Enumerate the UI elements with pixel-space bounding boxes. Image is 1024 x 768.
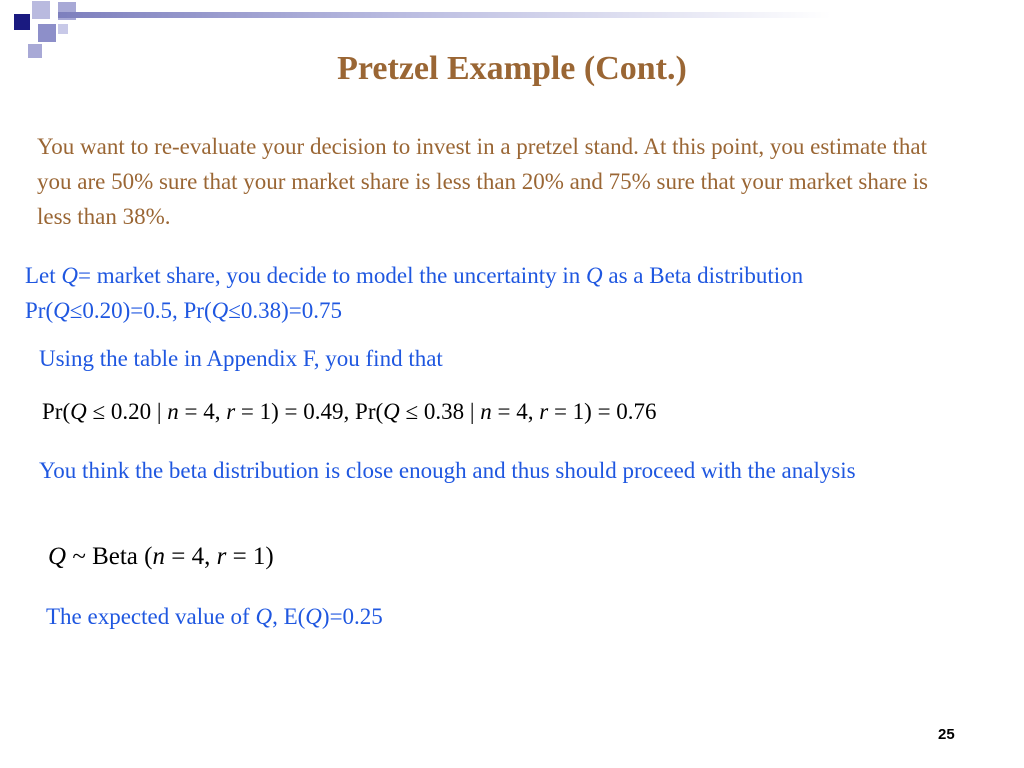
decor-top-bar (58, 12, 1024, 18)
text: = 1) (226, 543, 274, 570)
var-r: r (216, 543, 227, 570)
text: ~ Beta ( (66, 543, 153, 570)
text: Let (25, 263, 62, 288)
text: = 1) = 0.49, Pr( (235, 399, 384, 424)
text: = 1) = 0.76 (548, 399, 657, 424)
var-n: n (152, 543, 165, 570)
bullet-beta-close-enough: You think the beta distribution is close enough and thus should proceed with the analysis (39, 458, 856, 483)
bullet-appendix: Using the table in Appendix F, you find that (39, 346, 443, 371)
var-n: n (167, 399, 179, 424)
equation-probabilities (42, 399, 657, 425)
var-q: Q (305, 604, 322, 629)
text: as a Beta distribution (602, 263, 804, 288)
bullet-expected-value (46, 604, 383, 630)
decor-square-light (58, 24, 68, 34)
text: ≤ 0.38 | (399, 399, 481, 424)
text: The expected value of (46, 604, 256, 629)
text: = 4, (164, 543, 217, 570)
text: Pr( (42, 399, 71, 424)
text: = 4, (178, 399, 227, 424)
var-q: Q (61, 263, 79, 288)
text: Pr( (25, 298, 54, 323)
decor-square-light (38, 24, 56, 42)
text: ≤0.38)=0.75 (228, 298, 343, 323)
var-q: Q (70, 399, 87, 424)
var-q: Q (255, 604, 273, 629)
text: )=0.25 (321, 604, 383, 629)
var-q: Q (585, 263, 603, 288)
var-r: r (226, 399, 236, 424)
decor-square-dark (14, 14, 30, 30)
equation-beta (48, 543, 274, 571)
var-q: Q (383, 399, 400, 424)
text: = 4, (491, 399, 540, 424)
var-q: Q (53, 298, 70, 323)
intro-paragraph: You want to re-evaluate your decision to invest in a pretzel stand. At this point, you estimate that you are 50% sure that your market share is less than 20% and 75% sure that your market share is less than 38%. (37, 134, 928, 229)
decor-square-light (32, 1, 50, 19)
var-q: Q (48, 543, 67, 570)
var-n: n (480, 399, 492, 424)
slide-title: Pretzel Example (Cont.) (337, 50, 687, 87)
text: = market share, you decide to model the uncertainty in (78, 263, 586, 288)
var-q: Q (211, 298, 229, 323)
page-number: 25 (938, 726, 955, 743)
var-r: r (539, 399, 549, 424)
text: , E( (272, 604, 306, 629)
text: ≤ 0.20 | (86, 399, 168, 424)
bullet-let-q (25, 258, 1015, 328)
text: ≤0.20)=0.5, Pr( (69, 298, 212, 323)
